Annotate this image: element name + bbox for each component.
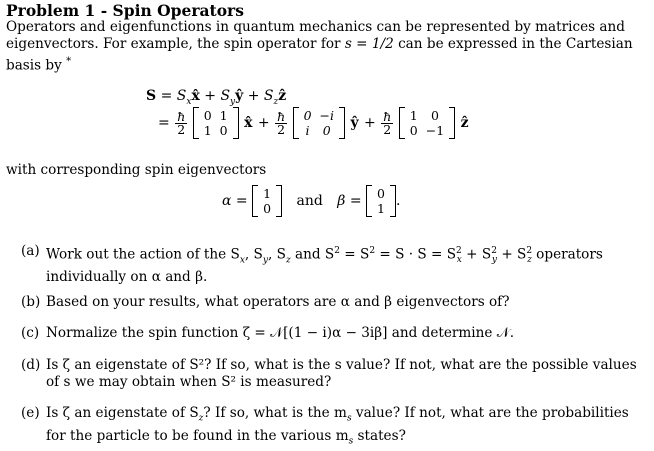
question-a	[21, 243, 646, 286]
eigenvector-intro: with corresponding spin eigenvectors	[6, 162, 267, 178]
question-e	[21, 405, 646, 450]
question-b	[21, 294, 646, 311]
pauli-z-matrix: 1 0 0 −1	[399, 108, 455, 138]
question-label: (e)	[21, 405, 40, 421]
question-label: (b)	[21, 294, 41, 310]
y-unit-vector: ŷ	[235, 88, 244, 104]
hbar-over-2: $\frac{ħ}{2}$	[277, 108, 286, 137]
question-c	[21, 325, 646, 342]
question-label: (a)	[21, 243, 40, 259]
intro-line-2: eigenvectors. For example, the spin operator for	[6, 36, 345, 52]
z-unit-vector: ẑ	[278, 88, 287, 104]
spin-value: s = 1/2	[344, 36, 394, 52]
and-word: and	[296, 193, 323, 209]
question-text: Is ζ an eigenstate of $S_z$? If so, what is the $m_s$ value? If not, what are the probabilities for the particle to be found in the various $m_s$ states?	[46, 405, 629, 447]
problem-title: Problem 1 - Spin Operators	[6, 1, 244, 20]
question-text: Normalize the spin function ζ = 𝒩[(1 − i)α − 3iβ] and determine 𝒩.	[46, 325, 515, 341]
hbar-over-2: $\frac{ħ}{2}$	[383, 108, 392, 137]
spin-operator-definition: $S = S_xx̂$ + $S_yŷ$ + $S_zẑ$	[146, 88, 287, 107]
intro-paragraph	[6, 19, 646, 75]
hbar-over-2: $\frac{ħ}{2}$	[177, 108, 186, 137]
question-label: (d)	[21, 357, 41, 373]
question-label: (c)	[21, 325, 40, 341]
alpha-label: α =	[222, 193, 248, 209]
spin-matrices-expression: = $\frac{ħ}{2}$ 0 1 1 0 x̂ + $\frac{ħ}{2}$ 0 −i i 0 ŷ + $\frac{ħ}{2}$ 1 0 0 −1 ẑ	[158, 108, 469, 138]
question-text: Work out the action of the $S_x$, $S_y$, $S_z$ and $S^2 = S^2 = S \cdot S = S^2_x + S^2_y + S^2_z$ operators individually on α and β.	[46, 246, 603, 286]
footnote-star: *	[66, 56, 72, 67]
beta-vector: 0 1	[366, 186, 396, 216]
question-text: Is ζ an eigenstate of S²? If so, what is the s value? If not, what are the possible values of s we may obtain when S² is measured?	[46, 357, 637, 390]
pauli-x-matrix: 0 1 1 0	[193, 108, 239, 138]
intro-line-2-end: can be expressed in the Cartesian	[393, 36, 633, 52]
eigenvectors: α = 1 0 and β = 0 1 .	[222, 186, 401, 216]
pauli-y-matrix: 0 −i i 0	[293, 108, 345, 138]
alpha-vector: 1 0	[252, 186, 282, 216]
question-d	[21, 357, 646, 391]
intro-line-1: Operators and eigenfunctions in quantum mechanics can be represented by matrices and	[6, 19, 625, 35]
beta-label: β =	[337, 193, 362, 209]
x-unit-vector: x̂	[191, 88, 200, 104]
S-vector: S	[146, 88, 157, 104]
intro-line-3: basis by	[6, 57, 67, 74]
question-text: Based on your results, what operators are α and β eigenvectors of?	[46, 294, 510, 310]
